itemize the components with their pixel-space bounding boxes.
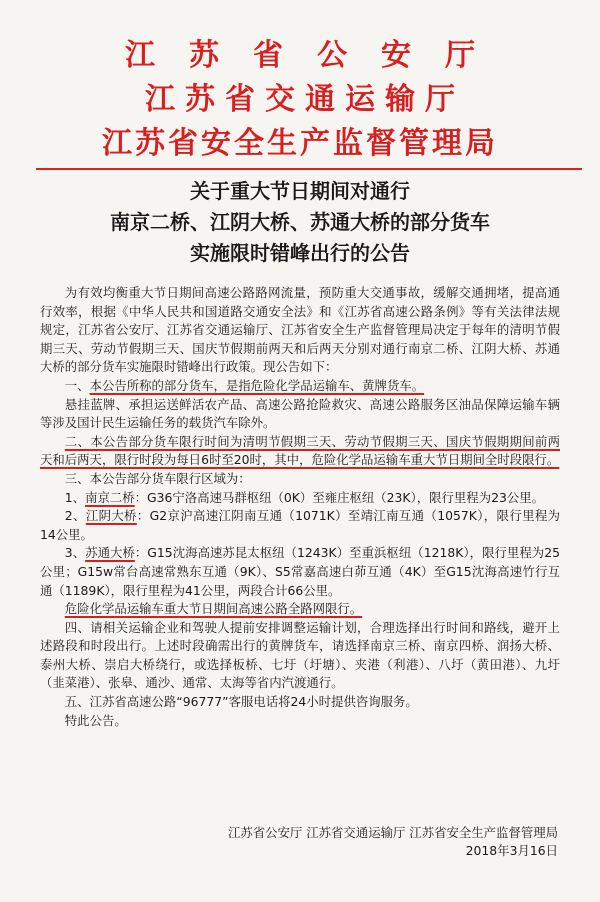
route-item-jiangyin [40, 507, 560, 544]
announcement-title [0, 176, 600, 269]
route-detail-jiangyin: ：G2京沪高速江阴南互通（1071K）至靖江南互通（1057K），限行里程为14公里。 [40, 508, 560, 542]
route-detail-sutong: ：G15沈海高速苏昆太枢纽（1243K）至重浜枢纽（1218K），限行里程为25公里；G15w常台高速常熟东互通（9K）、S5常嘉高速白茆互通（4K）至G15沈海高速竹行互通（1189K），限行里程为41公里，两段合计66公里。 [40, 545, 560, 598]
title-line-3: 实施限时错峰出行的公告 [190, 241, 410, 265]
signatories: 江苏省公安厅 江苏省交通运输厅 江苏省安全生产监督管理局 [227, 825, 558, 840]
closing-line: 特此公告。 [64, 712, 127, 728]
clause-3: 三、本公告部分货车限行区域为： [64, 470, 251, 486]
announcement-body [40, 284, 560, 730]
title-line-1: 关于重大节日期间对通行 [190, 179, 410, 203]
clause-1-highlight: 本公告所称的部分货车，是指危险化学品运输车、黄牌货车。 [89, 377, 425, 393]
route-item-number: 1、 [64, 489, 86, 505]
agency-name-safety: 江苏省安全生产监督管理局 [102, 126, 498, 161]
route-item-nanjing [40, 489, 560, 508]
route-name-nanjing: 南京二桥 [85, 489, 135, 505]
intro-paragraph: 为有效均衡重大节日期间高速公路路网流量，预防重大交通事故，缓解交通拥堵，提高通行效率，根据《中华人民共和国道路交通安全法》和《江苏省高速公路条例》等有关法律法规规定，江苏省公安厅、江苏省交通运输厅、江苏省安全生产监督管理局决定于每年的清明节假期三天、劳动节假期三天、国庆节假期前两天和后两天分别对通行南京二桥、江阴大桥、苏通大桥的部分货车实施限时错峰出行政策。现公告如下： [40, 285, 560, 375]
clause-1 [40, 377, 560, 396]
header-divider [36, 168, 582, 170]
route-detail-nanjing: ：G36宁洛高速马群枢纽（0K）至雍庄枢纽（23K），限行里程为23公里。 [134, 489, 545, 505]
title-line-2: 南京二桥、江阴大桥、苏通大桥的部分货车 [110, 210, 490, 234]
clause-1-exemption: 悬挂蓝牌、承担运送鲜活农产品、高速公路抢险救灾、高速公路服务区油品保障运输车辆等涉及国计民生运输任务的载货汽车除外。 [40, 396, 560, 431]
route-item-number: 3、 [64, 545, 86, 561]
route-name-jiangyin: 江阴大桥 [85, 508, 137, 524]
issue-date: 2018年3月16日 [465, 843, 558, 858]
clause-1-prefix: 一、 [64, 377, 90, 393]
clause-4: 四、请相关运输企业和驾驶人提前安排调整运输计划，合理选择出行时间和路线，避开上述路段和时段出行。上述时段确需出行的黄牌货车，请选择南京三桥、南京四桥、润扬大桥、泰州大桥、崇启大桥绕行，或选择板桥、七圩（圩塘）、夹港（利港）、八圩（黄田港）、九圩（韭菜港）、张皋、通沙、通常、太海等省内汽渡通行。 [40, 619, 560, 691]
route-name-sutong: 苏通大桥 [85, 545, 135, 561]
agency-header [0, 34, 600, 166]
agency-name-transport: 江苏省交通运输厅 [145, 82, 465, 117]
agency-name-public-security: 江苏省公安厅 [125, 38, 509, 73]
signature-block [40, 824, 558, 860]
clause-2: 二、本公告部分货车限行时间为清明节假期三天、劳动节假期三天、国庆节假期期间前两天和后两天，限行时段为每日6时至20时，其中，危险化学品运输车重大节日期间全时段限行。 [40, 433, 560, 468]
hazmat-restriction: 危险化学品运输车重大节日期间高速公路全路网限行。 [64, 601, 363, 617]
route-item-number: 2、 [64, 508, 86, 524]
clause-5: 五、江苏省高速公路“96777”客服电话将24小时提供咨询服务。 [64, 694, 418, 710]
route-item-sutong [40, 544, 560, 600]
